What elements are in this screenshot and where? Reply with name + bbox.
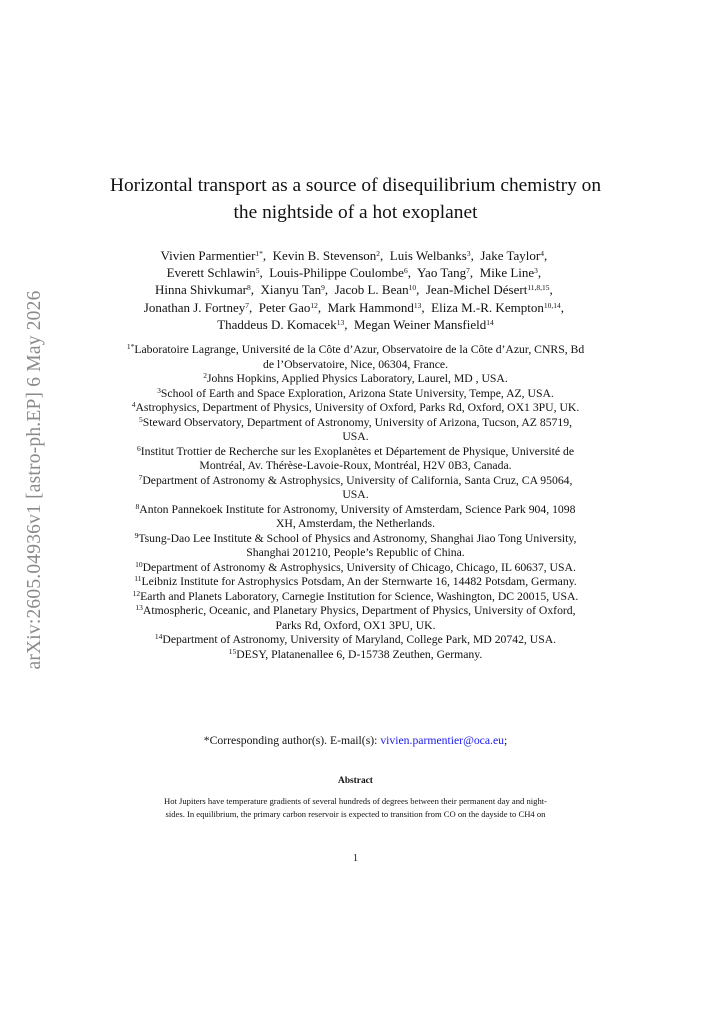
author-affiliation-marker: 7 bbox=[466, 266, 470, 276]
affiliation-text: Parks Rd, Oxford, OX1 3PU, UK. bbox=[275, 618, 436, 632]
author-affiliation-marker: 13 bbox=[413, 300, 422, 310]
affiliation-text: Earth and Planets Laboratory, Carnegie Institution for Science, Washington, DC 20015, USA. bbox=[140, 589, 579, 603]
author-affiliation-marker: 5 bbox=[255, 266, 260, 276]
affiliation-line bbox=[80, 604, 631, 619]
author-name: Yao Tang bbox=[416, 265, 467, 281]
affiliation-line bbox=[80, 575, 631, 590]
affiliation-marker: 5 bbox=[139, 414, 143, 424]
affiliation-marker: 15 bbox=[228, 646, 237, 656]
affiliation-line bbox=[80, 430, 631, 445]
author-list bbox=[80, 247, 631, 333]
affiliation-list bbox=[80, 343, 631, 662]
author-affiliation-marker: 10 bbox=[408, 283, 417, 293]
author-affiliation-marker: 1* bbox=[255, 249, 263, 258]
author-affiliation-marker: 8 bbox=[247, 283, 251, 293]
arxiv-stamp-text: arXiv:2605.04936v1 [astro-ph.EP] 6 May 2026 bbox=[24, 290, 45, 670]
arxiv-stamp bbox=[20, 270, 50, 690]
author-line: Thaddeus D. Komacek$^{13}$, Megan Weiner Mansfield$^{14}$ bbox=[217, 316, 494, 332]
abstract-line: sides. In equilibrium, the primary carbon reservoir is expected to transition from CO on the dayside to CH4 on bbox=[165, 808, 546, 819]
affiliation-text: Astrophysics, Department of Physics, University of Oxford, Parks Rd, Oxford, OX1 3PU, UK. bbox=[135, 401, 580, 414]
author-affiliation-marker: 13 bbox=[336, 317, 345, 327]
author-name: Louis-Philippe Coulombe bbox=[269, 265, 404, 281]
author-name: Jake Taylor bbox=[480, 248, 541, 263]
corresponding-label: *Corresponding author(s). E-mail(s): bbox=[203, 734, 381, 747]
author-name: Megan Weiner Mansfield bbox=[353, 316, 487, 332]
affiliation-marker: 14 bbox=[154, 632, 163, 641]
affiliation-text: de l’Observatoire, Nice, 06304, France. bbox=[263, 357, 448, 371]
affiliation-text: Laboratoire Lagrange, Université de la Côte d’Azur, Observatoire de la Côte d’Azur, CNRS, Bd bbox=[134, 343, 585, 356]
affiliation-line bbox=[80, 590, 631, 605]
affiliation-marker: 7 bbox=[138, 472, 143, 482]
author-affiliation-marker: 10,14 bbox=[543, 300, 561, 310]
affiliation-text: Shanghai 201210, People’s Republic of China. bbox=[246, 546, 465, 559]
affiliation-marker: 1* bbox=[126, 342, 135, 351]
affiliation-line bbox=[80, 401, 631, 416]
author-affiliation-marker: 14 bbox=[486, 317, 494, 327]
affiliation-text: School of Earth and Space Exploration, Arizona State University, Tempe, AZ, USA. bbox=[160, 386, 554, 400]
author-name: Jacob L. Bean bbox=[334, 282, 409, 298]
affiliation-marker: 11 bbox=[134, 574, 142, 583]
affiliation-line bbox=[80, 372, 631, 387]
affiliation-text: Atmospheric, Oceanic, and Planetary Physics, Department of Physics, University of Oxford, bbox=[142, 604, 576, 617]
affiliation-text: Anton Pannekoek Institute for Astronomy, University of Amsterdam, Science Park 904, 1098 bbox=[139, 502, 576, 516]
author-affiliation-marker: 12 bbox=[310, 300, 318, 310]
affiliation-line bbox=[80, 488, 631, 503]
author-name: Mark Hammond bbox=[327, 299, 414, 315]
author-name: Eliza M.-R. Kempton bbox=[431, 299, 544, 315]
affiliation-line bbox=[80, 343, 631, 358]
affiliation-line bbox=[80, 633, 631, 648]
affiliation-text: XH, Amsterdam, the Netherlands. bbox=[275, 517, 436, 530]
affiliation-marker: 6 bbox=[136, 443, 141, 453]
author-line: Vivien Parmentier$^{1*}$, Kevin B. Stevenson$^2$, Luis Welbanks$^3$, Jake Taylor$^4$, bbox=[160, 248, 551, 263]
affiliation-line bbox=[80, 546, 631, 561]
affiliation-text: Tsung-Dao Lee Institute & School of Physics and Astronomy, Shanghai Jiao Tong University, bbox=[138, 531, 577, 545]
affiliation-line bbox=[80, 459, 631, 474]
affiliation-line bbox=[80, 517, 631, 532]
author-affiliation-marker: 11,8,15 bbox=[527, 283, 550, 293]
affiliation-line bbox=[80, 445, 631, 460]
affiliation-line bbox=[80, 416, 631, 431]
author-line: Jonathan J. Fortney$^7$, Peter Gao$^{12}$, Mark Hammond$^{13}$, Eliza M.-R. Kempton$^{10,14}$, bbox=[143, 299, 568, 315]
affiliation-marker: 13 bbox=[135, 603, 143, 612]
affiliation-line bbox=[80, 474, 631, 489]
affiliation-text: Institut Trottier de Recherche sur les Exoplanètes et Département de Physique, Université de bbox=[140, 444, 575, 458]
author-name: Jean-Michel Désert bbox=[425, 282, 528, 298]
affiliation-line bbox=[80, 387, 631, 402]
author-name: Xianyu Tan bbox=[260, 282, 322, 298]
affiliation-marker: 4 bbox=[131, 400, 136, 409]
affiliation-marker: 2 bbox=[203, 371, 207, 380]
affiliation-text: Steward Observatory, Department of Astronomy, University of Arizona, Tucson, AZ 85719, bbox=[142, 415, 572, 429]
corresponding-suffix: ; bbox=[504, 734, 508, 747]
affiliation-marker: 8 bbox=[135, 501, 140, 511]
affiliation-text: DESY, Platanenallee 6, D-15738 Zeuthen, Germany. bbox=[236, 647, 483, 661]
author-affiliation-marker: 3 bbox=[534, 266, 538, 276]
author-affiliation-marker: 9 bbox=[321, 283, 325, 293]
author-name: Mike Line bbox=[479, 265, 535, 281]
abstract-body bbox=[100, 795, 611, 820]
author-name: Thaddeus D. Komacek bbox=[217, 316, 337, 332]
affiliation-text: Department of Astronomy & Astrophysics, University of California, Santa Cruz, CA 95064, bbox=[142, 473, 573, 487]
affiliation-marker: 3 bbox=[157, 385, 161, 395]
author-affiliation-marker: 3 bbox=[466, 249, 471, 258]
corresponding-author bbox=[80, 733, 631, 748]
affiliation-line bbox=[80, 358, 631, 373]
author-name: Vivien Parmentier bbox=[160, 248, 256, 263]
affiliation-text: Department of Astronomy, University of Maryland, College Park, MD 20742, USA. bbox=[162, 633, 557, 646]
author-affiliation-marker: 2 bbox=[376, 249, 381, 258]
abstract-line: Hot Jupiters have temperature gradients of several hundreds of degrees between their permanent day and night- bbox=[164, 796, 547, 806]
author-affiliation-marker: 7 bbox=[245, 300, 249, 310]
affiliation-line bbox=[80, 619, 631, 634]
paper-title bbox=[70, 172, 641, 226]
author-name: Peter Gao bbox=[258, 299, 311, 315]
affiliation-marker: 12 bbox=[132, 588, 141, 598]
author-name: Hinna Shivkumar bbox=[154, 282, 248, 298]
title-line: Horizontal transport as a source of disequilibrium chemistry on bbox=[109, 175, 602, 196]
page-number: 1 bbox=[353, 853, 358, 864]
affiliation-text: Montréal, Av. Thérèse-Lavoie-Roux, Montréal, H2V 0B3, Canada. bbox=[199, 459, 512, 472]
affiliation-text: USA. bbox=[342, 488, 369, 501]
author-name: Everett Schlawin bbox=[166, 265, 256, 281]
affiliation-text: USA. bbox=[342, 430, 369, 443]
affiliation-line bbox=[80, 648, 631, 663]
affiliation-marker: 10 bbox=[135, 559, 143, 569]
author-name: Kevin B. Stevenson bbox=[272, 248, 377, 263]
abstract-heading: Abstract bbox=[338, 776, 373, 786]
affiliation-text: Department of Astronomy & Astrophysics, University of Chicago, Chicago, IL 60637, USA. bbox=[142, 560, 576, 574]
author-affiliation-marker: 6 bbox=[403, 266, 408, 276]
affiliation-line bbox=[80, 561, 631, 576]
author-name: Jonathan J. Fortney bbox=[143, 299, 246, 315]
affiliation-text: Johns Hopkins, Applied Physics Laboratory, Laurel, MD , USA. bbox=[206, 372, 508, 385]
author-line: Hinna Shivkumar$^8$, Xianyu Tan$^9$, Jacob L. Bean$^{10}$, Jean-Michel Désert$^{11,8,15}$, bbox=[154, 282, 557, 298]
email-link[interactable]: vivien.parmentier@oca.eu bbox=[380, 734, 505, 747]
affiliation-marker: 9 bbox=[134, 530, 139, 540]
affiliation-line bbox=[80, 532, 631, 547]
author-affiliation-marker: 4 bbox=[540, 249, 544, 258]
author-line: Everett Schlawin$^5$, Louis-Philippe Coulombe$^6$, Yao Tang$^7$, Mike Line$^3$, bbox=[166, 265, 545, 281]
affiliation-text: Leibniz Institute for Astrophysics Potsdam, An der Sternwarte 16, 14482 Potsdam, Germany. bbox=[141, 575, 577, 588]
author-name: Luis Welbanks bbox=[389, 248, 467, 263]
title-line: the nightside of a hot exoplanet bbox=[233, 202, 478, 223]
affiliation-line bbox=[80, 503, 631, 518]
